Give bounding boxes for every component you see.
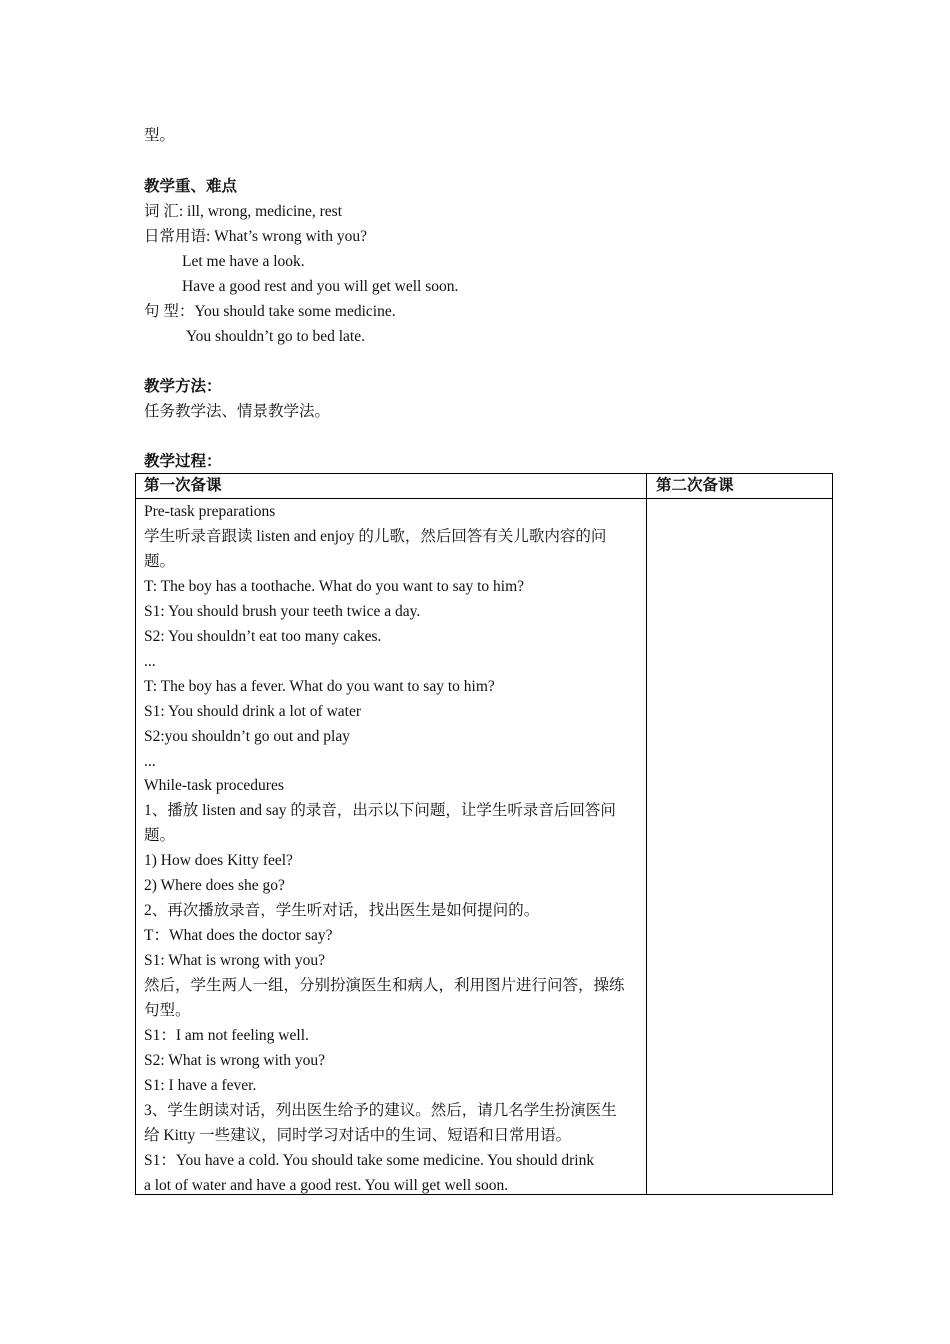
top-fragment: 型。 — [144, 127, 176, 144]
process-line: S1: You should brush your teeth twice a day. — [144, 602, 421, 620]
process-line: 学生听录音跟读 listen and enjoy 的儿歌，然后回答有关儿歌内容的问 — [144, 527, 607, 545]
methods-text: 任务教学法、情景教学法。 — [144, 403, 331, 420]
focus-line-expression-3: Have a good rest and you will get well soon. — [182, 278, 459, 295]
methods-heading: 教学方法： — [144, 378, 222, 395]
process-line: 2、再次播放录音，学生听对话，找出医生是如何提问的。 — [144, 902, 540, 920]
process-line: 2) Where does she go? — [144, 877, 285, 895]
focus-heading: 教学重、难点 — [144, 178, 238, 195]
process-line: 句型。 — [144, 1002, 191, 1020]
process-line: S2: What is wrong with you? — [144, 1051, 325, 1069]
process-line: S1: You should drink a lot of water — [144, 702, 361, 720]
process-line: T: The boy has a toothache. What do you want to say to him? — [144, 577, 525, 595]
process-line: 给 Kitty 一些建议，同时学习对话中的生词、短语和日常用语。 — [144, 1126, 572, 1144]
focus-line-expression-2: Let me have a look. — [182, 253, 305, 270]
process-line: S2:you shouldn’t go out and play — [144, 727, 350, 745]
process-line: ... — [144, 752, 156, 770]
process-heading: 教学过程： — [144, 453, 222, 470]
process-line: S2: You shouldn’t eat too many cakes. — [144, 627, 382, 645]
process-line: 3、学生朗读对话，列出医生给予的建议。然后，请几名学生扮演医生 — [144, 1101, 617, 1119]
process-line: S1：You have a cold. You should take some medicine. You should drink — [144, 1151, 595, 1169]
process-line: S1：I am not feeling well. — [144, 1027, 309, 1045]
lesson-process-table — [135, 473, 833, 1195]
process-line: S1: What is wrong with you? — [144, 952, 325, 970]
first-preparation-header: 第一次备课 — [144, 477, 222, 494]
process-line: While-task procedures — [144, 777, 284, 795]
focus-line-vocabulary: 词 汇: ill, wrong, medicine, rest — [144, 203, 343, 220]
second-preparation-header: 第二次备课 — [656, 477, 734, 494]
process-line: a lot of water and have a good rest. You will get well soon. — [144, 1176, 509, 1194]
focus-line-patterns: 句 型：You should take some medicine. — [144, 303, 396, 320]
focus-line-pattern-2: You shouldn’t go to bed late. — [186, 328, 365, 345]
first-preparation-content — [144, 500, 638, 1199]
process-line: S1: I have a fever. — [144, 1076, 257, 1094]
process-line: 然后，学生两人一组，分别扮演医生和病人，利用图片进行问答，操练 — [144, 977, 625, 995]
process-line: 题。 — [144, 552, 176, 570]
process-line: 1、播放 listen and say 的录音，出示以下问题，让学生听录音后回答问 — [144, 802, 616, 820]
focus-line-expressions: 日常用语: What’s wrong with you? — [144, 228, 368, 245]
process-line: 题。 — [144, 827, 176, 845]
header-divider — [136, 498, 832, 499]
process-line: 1) How does Kitty feel? — [144, 852, 293, 870]
process-line: T：What does the doctor say? — [144, 927, 333, 945]
process-line: Pre-task preparations — [144, 503, 276, 520]
column-divider — [646, 474, 647, 1194]
process-line: ... — [144, 652, 156, 670]
process-line: T: The boy has a fever. What do you want to say to him? — [144, 677, 495, 695]
